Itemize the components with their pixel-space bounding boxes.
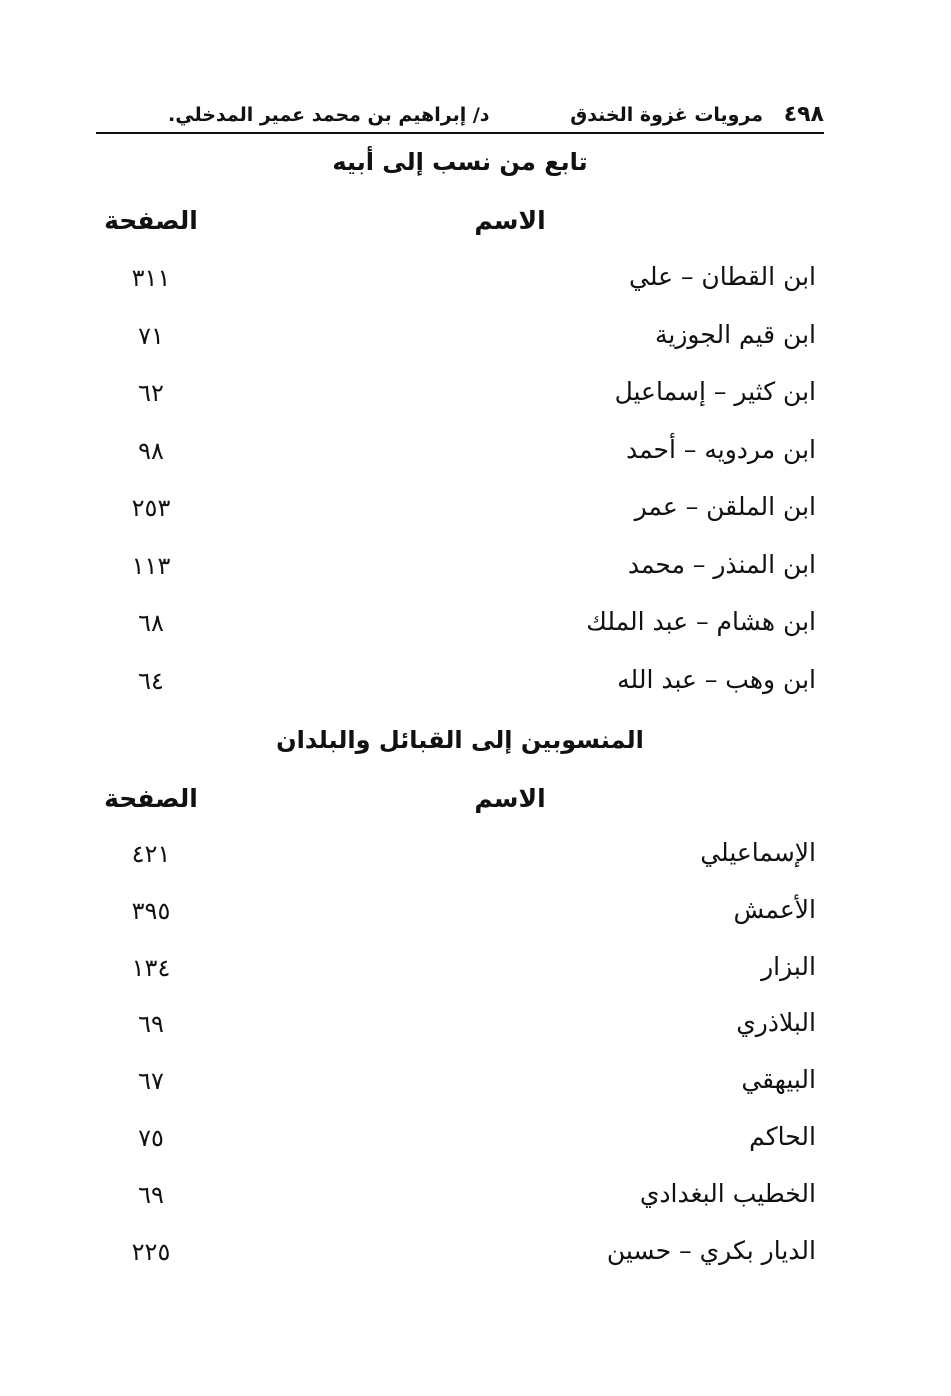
- index-row: [96, 838, 824, 878]
- index-row: [96, 665, 824, 705]
- index-row: [96, 320, 824, 360]
- entry-name: الإسماعيلي: [700, 838, 816, 867]
- entry-name: الديار بكري – حسين: [606, 1235, 816, 1265]
- entry-page-number: ٣٩٥: [131, 896, 171, 925]
- index-row: [96, 952, 824, 992]
- entry-name: الحاكم: [749, 1122, 816, 1151]
- entry-name: ابن القطان – علي: [629, 262, 816, 291]
- index-row: [96, 895, 824, 935]
- header-title-group: [570, 102, 824, 127]
- running-header: [96, 96, 824, 134]
- index-row: [96, 1065, 824, 1105]
- index-row: [96, 1008, 824, 1048]
- index-row: [96, 550, 824, 590]
- entry-name: ابن وهب – عبد الله: [617, 664, 816, 694]
- entry-name: ابن الملقن – عمر: [634, 492, 816, 521]
- entry-name: ابن مردويه – أحمد: [625, 434, 816, 464]
- index-row: [96, 1236, 824, 1276]
- entry-name: البيهقي: [741, 1065, 816, 1095]
- entry-name: ابن هشام – عبد الملك: [586, 607, 816, 636]
- entry-name: ابن المنذر – محمد: [627, 549, 816, 579]
- entry-page-number: ٤٢١: [131, 840, 171, 868]
- page-number: ٤٩٨: [783, 102, 824, 127]
- entry-page-number: ١١٣: [131, 551, 171, 580]
- entry-name: البزار: [761, 951, 816, 981]
- entry-page-number: ٦٩: [138, 1010, 164, 1039]
- column-header-page: الصفحة: [104, 206, 198, 235]
- header-author: د/ إبراهيم بن محمد عمير المدخلي.: [168, 104, 490, 126]
- index-row: [96, 1122, 824, 1162]
- index-row: [96, 262, 824, 302]
- entry-name: ابن كثير – إسماعيل: [614, 377, 816, 406]
- index-row: [96, 607, 824, 647]
- entry-page-number: ٢٢٥: [131, 1237, 171, 1266]
- index-row: [96, 435, 824, 475]
- entry-name: الخطيب البغدادي: [639, 1178, 816, 1208]
- entry-name: البلاذري: [736, 1008, 816, 1038]
- column-header-name: الاسم: [474, 784, 546, 813]
- index-row: [96, 1179, 824, 1219]
- entry-page-number: ٦٨: [138, 609, 164, 637]
- index-row: [96, 492, 824, 532]
- section-title-father-lineage: تابع من نسب إلى أبيه: [332, 148, 588, 176]
- entry-page-number: ٦٩: [138, 1180, 164, 1209]
- entry-page-number: ٦٤: [138, 666, 164, 695]
- entry-page-number: ٧١: [138, 321, 164, 350]
- entry-name: الأعمش: [733, 894, 816, 924]
- entry-page-number: ٦٧: [138, 1067, 164, 1096]
- entry-page-number: ٦٢: [138, 379, 164, 407]
- index-row: [96, 377, 824, 417]
- section-title-tribes-and-places: المنسوبين إلى القبائل والبلدان: [276, 726, 644, 754]
- column-header-page: الصفحة: [104, 784, 198, 813]
- entry-name: ابن قيم الجوزية: [654, 319, 816, 349]
- book-title: مرويات غزوة الخندق: [570, 104, 764, 126]
- entry-page-number: ٩٨: [138, 436, 164, 465]
- entry-page-number: ١٣٤: [131, 953, 171, 982]
- entry-page-number: ٣١١: [131, 264, 171, 292]
- entry-page-number: ٧٥: [138, 1124, 164, 1152]
- entry-page-number: ٢٥٣: [131, 494, 171, 522]
- column-header-name: الاسم: [474, 206, 546, 235]
